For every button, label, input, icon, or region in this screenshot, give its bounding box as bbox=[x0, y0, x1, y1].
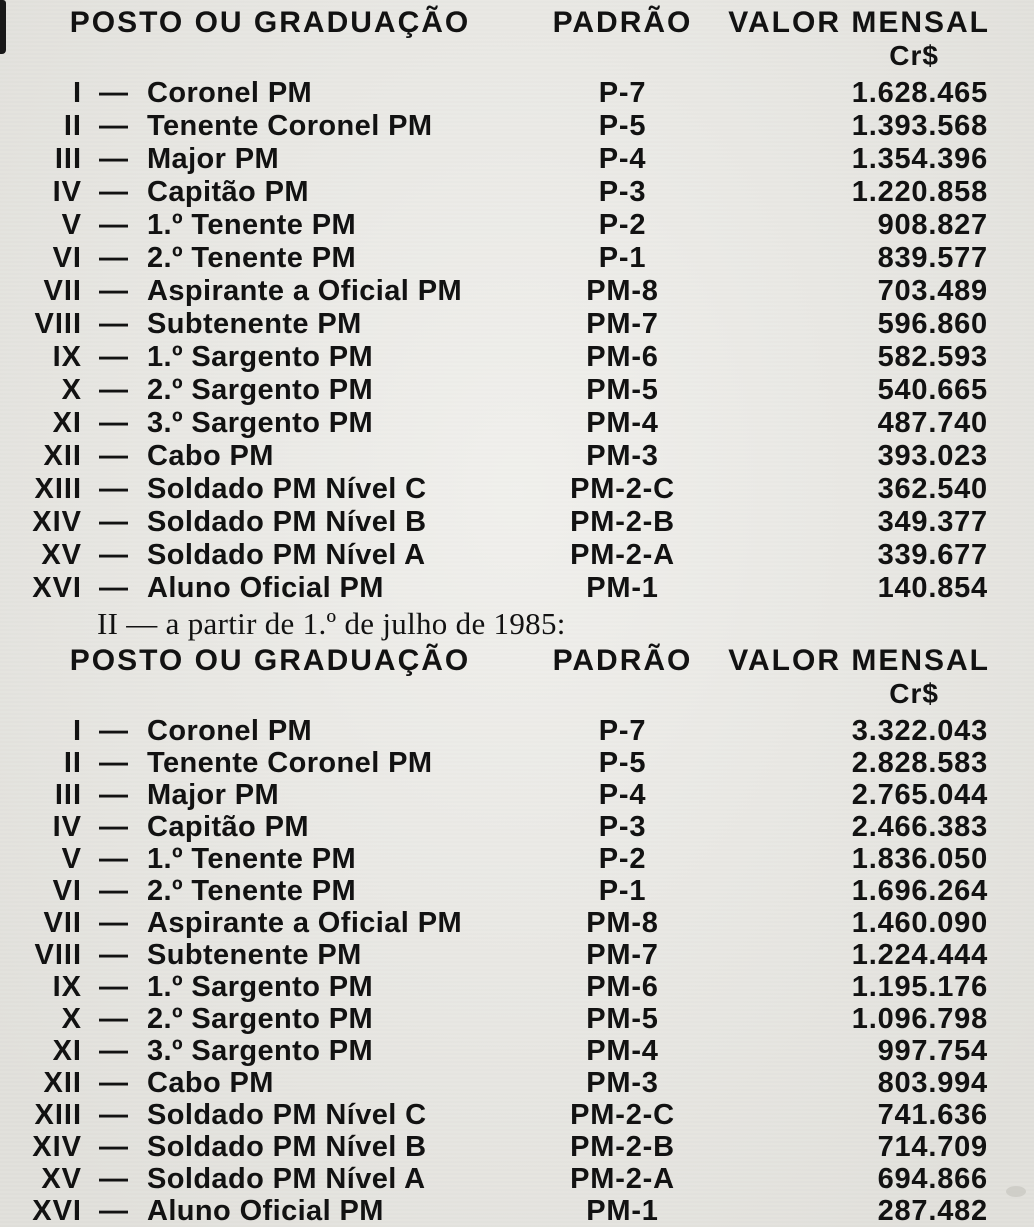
padrao-code: PM-7 bbox=[586, 308, 659, 340]
dash-glyph: — bbox=[99, 1195, 128, 1227]
table-row bbox=[0, 907, 1034, 939]
rank-name: 1.º Tenente PM bbox=[147, 843, 357, 875]
padrao-code: P-1 bbox=[598, 875, 647, 907]
row-roman-numeral: XI bbox=[52, 1035, 82, 1067]
row-roman-numeral: XVI bbox=[32, 572, 82, 604]
valor-mensal: 839.577 bbox=[877, 242, 988, 274]
valor-mensal: 1.393.568 bbox=[851, 110, 988, 142]
table-row bbox=[0, 176, 1034, 209]
padrao-code: PM-8 bbox=[586, 907, 659, 939]
dash-glyph: — bbox=[99, 1131, 128, 1163]
dash-glyph: — bbox=[99, 209, 128, 241]
table-row bbox=[0, 1003, 1034, 1035]
dash-glyph: — bbox=[99, 473, 128, 505]
rank-name: Capitão PM bbox=[147, 176, 309, 208]
row-roman-numeral: III bbox=[54, 143, 82, 175]
padrao-code: PM-5 bbox=[586, 1003, 659, 1035]
dash-glyph: — bbox=[99, 143, 128, 175]
row-roman-numeral: XV bbox=[41, 1163, 82, 1195]
table-row bbox=[0, 939, 1034, 971]
padrao-code: PM-2-C bbox=[570, 1099, 675, 1131]
table-row bbox=[0, 242, 1034, 275]
rank-name: 3.º Sargento PM bbox=[147, 1035, 374, 1067]
rank-name: Soldado PM Nível C bbox=[147, 1099, 427, 1131]
row-roman-numeral: IX bbox=[52, 971, 82, 1003]
rank-name: 2.º Sargento PM bbox=[147, 374, 374, 406]
padrao-code: PM-2-B bbox=[570, 1131, 675, 1163]
valor-mensal: 393.023 bbox=[877, 440, 988, 472]
padrao-code: P-4 bbox=[598, 779, 647, 811]
valor-mensal: 1.195.176 bbox=[851, 971, 988, 1003]
row-roman-numeral: IX bbox=[52, 341, 82, 373]
row-roman-numeral: IV bbox=[52, 176, 82, 208]
row-roman-numeral: VI bbox=[52, 875, 82, 907]
rank-name: Major PM bbox=[147, 143, 280, 175]
dash-glyph: — bbox=[99, 110, 128, 142]
rank-name: Subtenente PM bbox=[147, 939, 362, 971]
section-ii-intro: II — a partir de 1.º de julho de 1985: bbox=[97, 606, 566, 641]
padrao-code: PM-6 bbox=[586, 341, 659, 373]
rank-name: Capitão PM bbox=[147, 811, 309, 843]
valor-mensal: 1.836.050 bbox=[851, 843, 988, 875]
column-header-posto: POSTO OU GRADUAÇÃO bbox=[69, 6, 471, 39]
padrao-code: P-4 bbox=[598, 143, 647, 175]
rank-name: 1.º Sargento PM bbox=[147, 971, 374, 1003]
table-row bbox=[0, 209, 1034, 242]
valor-mensal: 140.854 bbox=[877, 572, 988, 604]
table-row bbox=[0, 143, 1034, 176]
padrao-code: P-7 bbox=[598, 77, 647, 109]
row-roman-numeral: I bbox=[72, 77, 82, 109]
dash-glyph: — bbox=[99, 1067, 128, 1099]
padrao-code: PM-4 bbox=[586, 1035, 659, 1067]
table-row bbox=[0, 715, 1034, 747]
scan-artifact-mark bbox=[0, 0, 6, 54]
padrao-code: PM-5 bbox=[586, 374, 659, 406]
padrao-code: PM-4 bbox=[586, 407, 659, 439]
padrao-code: PM-2-B bbox=[570, 506, 675, 538]
row-roman-numeral: III bbox=[54, 779, 82, 811]
dash-glyph: — bbox=[99, 971, 128, 1003]
padrao-code: P-1 bbox=[598, 242, 647, 274]
row-roman-numeral: II bbox=[63, 110, 82, 142]
row-roman-numeral: XI bbox=[52, 407, 82, 439]
rank-name: Aspirante a Oficial PM bbox=[147, 907, 462, 939]
table-row bbox=[0, 843, 1034, 875]
table-row bbox=[0, 779, 1034, 811]
dash-glyph: — bbox=[99, 1003, 128, 1035]
rank-name: Coronel PM bbox=[147, 715, 313, 747]
dash-glyph: — bbox=[99, 811, 128, 843]
row-roman-numeral: XV bbox=[41, 539, 82, 571]
table-row bbox=[0, 572, 1034, 605]
rank-name: Soldado PM Nível A bbox=[147, 539, 426, 571]
padrao-code: P-3 bbox=[598, 811, 647, 843]
row-roman-numeral: V bbox=[61, 843, 82, 875]
valor-mensal: 1.224.444 bbox=[851, 939, 988, 971]
table-body bbox=[0, 715, 1034, 1227]
valor-mensal: 2.765.044 bbox=[851, 779, 988, 811]
valor-mensal: 1.628.465 bbox=[851, 77, 988, 109]
valor-mensal: 582.593 bbox=[877, 341, 988, 373]
dash-glyph: — bbox=[99, 779, 128, 811]
padrao-code: PM-3 bbox=[586, 440, 659, 472]
table-row bbox=[0, 971, 1034, 1003]
rank-name: Aluno Oficial PM bbox=[147, 572, 384, 604]
dash-glyph: — bbox=[99, 506, 128, 538]
rank-name: 2.º Tenente PM bbox=[147, 242, 357, 274]
dash-glyph: — bbox=[99, 242, 128, 274]
currency-label: Cr$ bbox=[889, 678, 939, 709]
dash-glyph: — bbox=[99, 715, 128, 747]
table-row bbox=[0, 747, 1034, 779]
dash-glyph: — bbox=[99, 77, 128, 109]
dash-glyph: — bbox=[99, 539, 128, 571]
table-row bbox=[0, 275, 1034, 308]
dash-glyph: — bbox=[99, 907, 128, 939]
column-header-padrao: PADRÃO bbox=[552, 644, 693, 677]
valor-mensal: 362.540 bbox=[877, 473, 988, 505]
valor-mensal: 540.665 bbox=[877, 374, 988, 406]
valor-mensal: 2.828.583 bbox=[851, 747, 988, 779]
rank-name: Soldado PM Nível B bbox=[147, 506, 427, 538]
currency-label: Cr$ bbox=[889, 40, 939, 71]
row-roman-numeral: X bbox=[61, 374, 82, 406]
rank-name: Cabo PM bbox=[147, 1067, 274, 1099]
rank-name: Aspirante a Oficial PM bbox=[147, 275, 462, 307]
table-row bbox=[0, 539, 1034, 572]
row-roman-numeral: V bbox=[61, 209, 82, 241]
padrao-code: P-2 bbox=[598, 209, 647, 241]
table-header-row bbox=[0, 643, 1034, 679]
row-roman-numeral: XII bbox=[43, 440, 82, 472]
column-header-valor: VALOR MENSAL bbox=[728, 644, 990, 677]
padrao-code: PM-2-A bbox=[570, 539, 675, 571]
rank-name: 2.º Tenente PM bbox=[147, 875, 357, 907]
table-row bbox=[0, 407, 1034, 440]
valor-mensal: 1.354.396 bbox=[851, 143, 988, 175]
rank-name: Soldado PM Nível B bbox=[147, 1131, 427, 1163]
table-row bbox=[0, 308, 1034, 341]
valor-mensal: 339.677 bbox=[877, 539, 988, 571]
row-roman-numeral: VII bbox=[43, 275, 82, 307]
rank-name: Soldado PM Nível A bbox=[147, 1163, 426, 1195]
padrao-code: PM-2-C bbox=[570, 473, 675, 505]
row-roman-numeral: VIII bbox=[34, 939, 82, 971]
table-row bbox=[0, 1099, 1034, 1131]
table-row bbox=[0, 1163, 1034, 1195]
rank-name: Soldado PM Nível C bbox=[147, 473, 427, 505]
rank-name: Aluno Oficial PM bbox=[147, 1195, 384, 1227]
table-row bbox=[0, 1067, 1034, 1099]
valor-mensal: 1.696.264 bbox=[851, 875, 988, 907]
padrao-code: PM-2-A bbox=[570, 1163, 675, 1195]
column-header-posto: POSTO OU GRADUAÇÃO bbox=[69, 644, 471, 677]
row-roman-numeral: XIII bbox=[34, 473, 82, 505]
rank-name: 3.º Sargento PM bbox=[147, 407, 374, 439]
padrao-code: P-7 bbox=[598, 715, 647, 747]
rank-name: 1.º Tenente PM bbox=[147, 209, 357, 241]
rank-name: Tenente Coronel PM bbox=[147, 747, 433, 779]
valor-mensal: 714.709 bbox=[877, 1131, 988, 1163]
table-row bbox=[0, 506, 1034, 539]
dash-glyph: — bbox=[99, 1035, 128, 1067]
valor-mensal: 703.489 bbox=[877, 275, 988, 307]
table-body bbox=[0, 77, 1034, 605]
valor-mensal: 349.377 bbox=[877, 506, 988, 538]
dash-glyph: — bbox=[99, 875, 128, 907]
row-roman-numeral: IV bbox=[52, 811, 82, 843]
dash-glyph: — bbox=[99, 308, 128, 340]
salary-table-2 bbox=[0, 643, 1034, 1227]
rank-name: 1.º Sargento PM bbox=[147, 341, 374, 373]
row-roman-numeral: II bbox=[63, 747, 82, 779]
dash-glyph: — bbox=[99, 1163, 128, 1195]
column-header-valor: VALOR MENSAL bbox=[728, 6, 990, 39]
salary-table-1 bbox=[0, 0, 1034, 605]
row-roman-numeral: VII bbox=[43, 907, 82, 939]
valor-mensal: 2.466.383 bbox=[851, 811, 988, 843]
valor-mensal: 1.096.798 bbox=[851, 1003, 988, 1035]
valor-mensal: 287.482 bbox=[877, 1195, 988, 1227]
row-roman-numeral: XVI bbox=[32, 1195, 82, 1227]
dash-glyph: — bbox=[99, 407, 128, 439]
table-row bbox=[0, 341, 1034, 374]
row-roman-numeral: I bbox=[72, 715, 82, 747]
valor-mensal: 997.754 bbox=[877, 1035, 988, 1067]
padrao-code: P-5 bbox=[598, 747, 647, 779]
scan-smudge bbox=[1006, 1186, 1026, 1197]
table-row bbox=[0, 440, 1034, 473]
table-row bbox=[0, 374, 1034, 407]
table-row bbox=[0, 875, 1034, 907]
dash-glyph: — bbox=[99, 1099, 128, 1131]
dash-glyph: — bbox=[99, 341, 128, 373]
row-roman-numeral: XIV bbox=[32, 1131, 82, 1163]
valor-mensal: 1.220.858 bbox=[851, 176, 988, 208]
table-header-row bbox=[0, 5, 1034, 41]
row-roman-numeral: XIV bbox=[32, 506, 82, 538]
dash-glyph: — bbox=[99, 572, 128, 604]
rank-name: Coronel PM bbox=[147, 77, 313, 109]
padrao-code: PM-1 bbox=[586, 1195, 659, 1227]
dash-glyph: — bbox=[99, 440, 128, 472]
rank-name: Tenente Coronel PM bbox=[147, 110, 433, 142]
valor-mensal: 908.827 bbox=[877, 209, 988, 241]
rank-name: Major PM bbox=[147, 779, 280, 811]
padrao-code: PM-1 bbox=[586, 572, 659, 604]
dash-glyph: — bbox=[99, 275, 128, 307]
dash-glyph: — bbox=[99, 939, 128, 971]
table-row bbox=[0, 1195, 1034, 1227]
valor-mensal: 694.866 bbox=[877, 1163, 988, 1195]
valor-mensal: 741.636 bbox=[877, 1099, 988, 1131]
padrao-code: P-3 bbox=[598, 176, 647, 208]
padrao-code: P-2 bbox=[598, 843, 647, 875]
table-row bbox=[0, 1035, 1034, 1067]
rank-name: Cabo PM bbox=[147, 440, 274, 472]
row-roman-numeral: XII bbox=[43, 1067, 82, 1099]
dash-glyph: — bbox=[99, 374, 128, 406]
padrao-code: PM-8 bbox=[586, 275, 659, 307]
rank-name: 2.º Sargento PM bbox=[147, 1003, 374, 1035]
dash-glyph: — bbox=[99, 176, 128, 208]
valor-mensal: 1.460.090 bbox=[851, 907, 988, 939]
row-roman-numeral: VIII bbox=[34, 308, 82, 340]
padrao-code: PM-7 bbox=[586, 939, 659, 971]
row-roman-numeral: X bbox=[61, 1003, 82, 1035]
table-row bbox=[0, 1131, 1034, 1163]
dash-glyph: — bbox=[99, 843, 128, 875]
valor-mensal: 487.740 bbox=[877, 407, 988, 439]
table-row bbox=[0, 110, 1034, 143]
padrao-code: PM-3 bbox=[586, 1067, 659, 1099]
valor-mensal: 596.860 bbox=[877, 308, 988, 340]
padrao-code: PM-6 bbox=[586, 971, 659, 1003]
table-row bbox=[0, 473, 1034, 506]
row-roman-numeral: VI bbox=[52, 242, 82, 274]
table-row bbox=[0, 77, 1034, 110]
valor-mensal: 3.322.043 bbox=[851, 715, 988, 747]
column-header-padrao: PADRÃO bbox=[552, 6, 693, 39]
padrao-code: P-5 bbox=[598, 110, 647, 142]
row-roman-numeral: XIII bbox=[34, 1099, 82, 1131]
dash-glyph: — bbox=[99, 747, 128, 779]
table-row bbox=[0, 811, 1034, 843]
valor-mensal: 803.994 bbox=[877, 1067, 988, 1099]
rank-name: Subtenente PM bbox=[147, 308, 362, 340]
